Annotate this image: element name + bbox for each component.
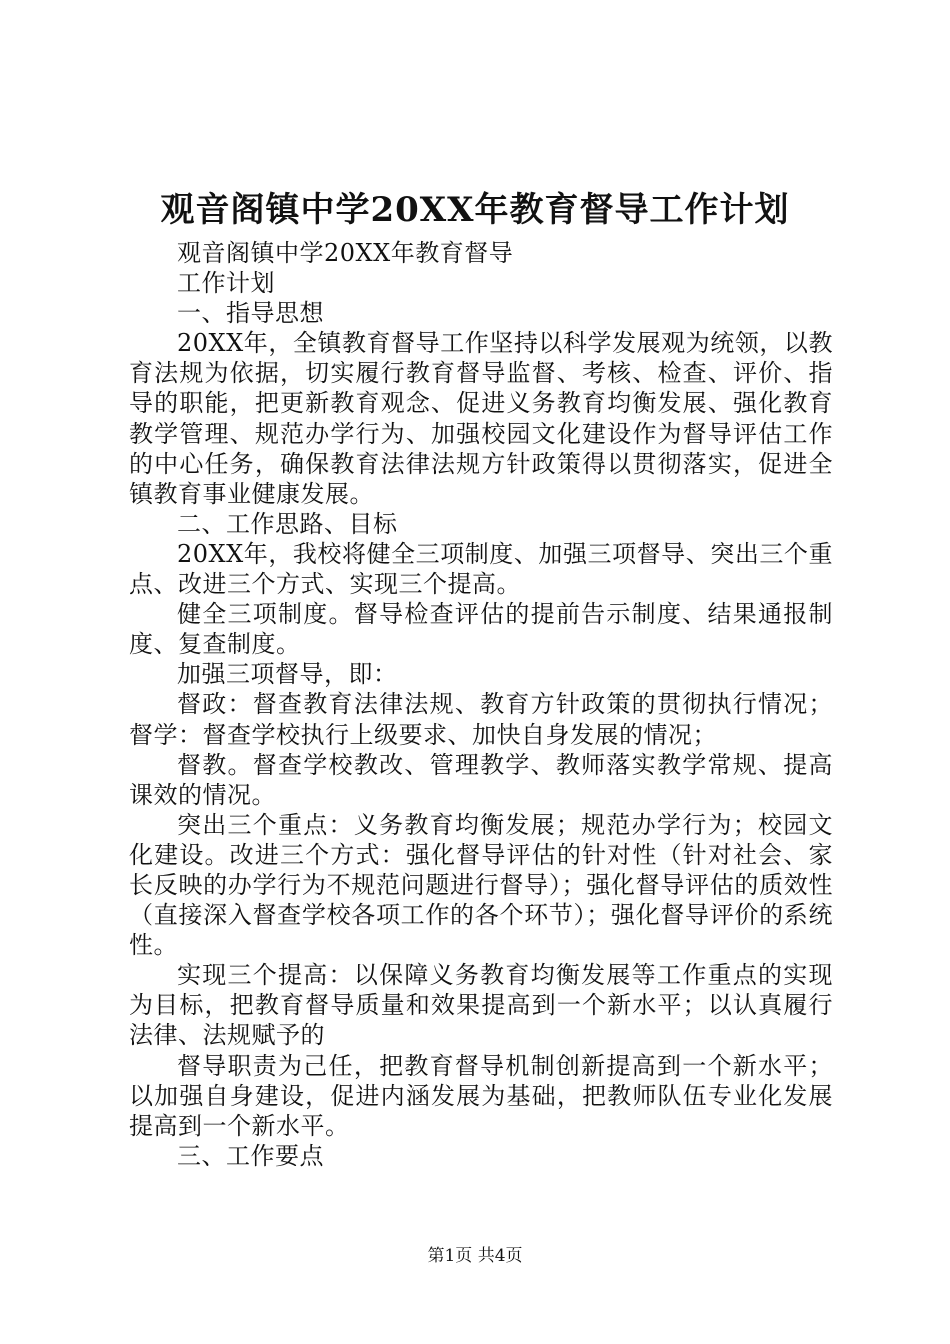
- page-footer: 第1页 共4页: [427, 1246, 523, 1266]
- paragraph-three-supervisions: 加强三项督导，即：: [177, 660, 398, 689]
- paragraph-three-systems: 健全三项制度。督导检查评估的提前告示制度、结果通报制度、复查制度。: [129, 600, 833, 659]
- paragraph-three-focuses: 突出三个重点：义务教育均衡发展；规范办学行为；校园文化建设。改进三个方式：强化督导评估的针对性（针对社会、家长反映的办学行为不规范问题进行督导）；强化督导评估的质效性（直接深入督查学校各项工作的各个环节）；强化督导评价的系统性。: [129, 810, 833, 960]
- paragraph-supervise-teaching: 督教。督查学校教改、管理教学、教师落实教学常规、提高课效的情况。: [129, 750, 833, 809]
- paragraph-guiding-ideology: 20XX年，全镇教育督导工作坚持以科学发展观为统领，以教育法规为依据，切实履行教育督导监督、考核、检查、评价、指导的职能，把更新教育观念、促进义务教育均衡发展、强化教育教学管理、规范办学行为、加强校园文化建设作为督导评估工作的中心任务，确保教育法律法规方针政策得以贯彻落实，促进全镇教育事业健康发展。: [129, 329, 833, 508]
- paragraph-supervise-politics-learning: 督政：督查教育法律法规、教育方针政策的贯彻执行情况；督学：督查学校执行上级要求、加快自身发展的情况；: [129, 690, 833, 749]
- paragraph-work-ideas: 20XX年，我校将健全三项制度、加强三项督导、突出三个重点、改进三个方式、实现三个提高。: [129, 539, 833, 599]
- section-heading-guiding-ideology: 一、指导思想: [177, 299, 324, 328]
- paragraph-supervision-duties: 督导职责为己任，把教育督导机制创新提高到一个新水平；以加强自身建设，促进内涵发展为基础，把教师队伍专业化发展提高到一个新水平。: [129, 1051, 833, 1140]
- document-title: 观音阁镇中学20XX年教育督导工作计划: [160, 190, 790, 230]
- document-body: [129, 238, 833, 1171]
- paragraph-subtitle-line-2: 工作计划: [177, 269, 275, 298]
- section-heading-work-points: 三、工作要点: [177, 1141, 324, 1170]
- paragraph-subtitle-line-1: 观音阁镇中学20XX年教育督导: [177, 239, 514, 267]
- paragraph-three-improvements: 实现三个提高：以保障义务教育均衡发展等工作重点的实现为目标，把教育督导质量和效果提高到一个新水平；以认真履行法律、法规赋予的: [129, 961, 833, 1050]
- section-heading-work-ideas-goals: 二、工作思路、目标: [177, 509, 398, 538]
